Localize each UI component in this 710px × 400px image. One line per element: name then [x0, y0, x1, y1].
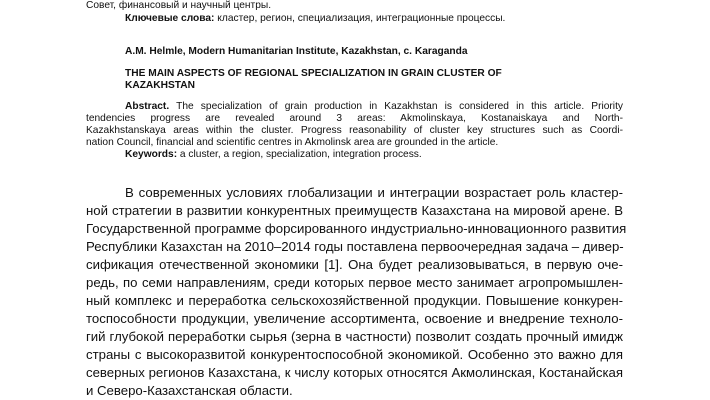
en-keywords: [125, 149, 422, 161]
body-line-12: и Северо-Казахстанская области.: [86, 383, 293, 398]
abstract-line-2: tendencies progress are revealed around 3 areas: Akmolinskaya, Kostanaiskaya and North-: [86, 113, 623, 124]
previous-paragraph-fragment: Совет, финансовый и научный центры.: [86, 0, 272, 11]
author-line: A.M. Helmle, Modern Humanitarian Institute, Kazakhstan, c. Karaganda: [125, 46, 468, 57]
body-line-8: тоспособности продукции, увеличение ассортимента, освоение и внедрение техноло-: [86, 311, 623, 326]
ru-keywords-label: Ключевые слова:: [125, 13, 215, 24]
body-line-9: гий глубокой переработки сырья (зерна в частности) позволит создать прочный имидж: [86, 329, 623, 344]
ru-keywords: [125, 13, 505, 25]
abstract-line-1: Abstract. The specialization of grain production in Kazakhstan is considered in this article. Priority: [125, 101, 623, 112]
body-line-6: редь, по семи направлениям, среди которых первое место занимает агропромышлен-: [86, 275, 623, 290]
ru-keywords-text: кластер, регион, специализация, интеграционные процессы.: [214, 13, 506, 24]
body-line-1: В современных условиях глобализации и интеграции возрастает роль кластер-: [125, 185, 623, 200]
body-line-2: ной стратегии в развитии конкурентных преимуществ Казахстана на мировой арене. В: [86, 203, 623, 218]
body-line-4: Республики Казахстан на 2010–2014 годы поставлена первоочередная задача – дивер-: [86, 239, 624, 254]
body-line-7: ный комплекс и переработка сельскохозяйственной продукции. Повышение конкурен-: [86, 293, 623, 308]
body-line-5: сификация отечественной экономики [1]. Она будет реализовываться, в первую оче-: [86, 257, 623, 272]
abstract-line-3: Kazakhstanskaya areas within the cluster. Progress reasonability of cluster key structures such as Coordi-: [86, 125, 623, 136]
body-line-3: Государственной программе форсированного индустриально-инновационного развития: [86, 221, 627, 236]
body-line-11: северных регионов Казахстана, к числу которых относятся Акмолинская, Костанайская: [86, 365, 623, 380]
article-title-line-1: THE MAIN ASPECTS OF REGIONAL SPECIALIZATION IN GRAIN CLUSTER OF: [125, 68, 502, 79]
abstract-label: Abstract.: [125, 101, 170, 112]
en-keywords-label: Keywords:: [125, 149, 178, 160]
en-keywords-text: a cluster, a region, specialization, integration process.: [177, 149, 422, 160]
article-title-line-2: KAZAKHSTAN: [125, 80, 195, 91]
abstract-line-4: nation Council, financial and scientific centres in Akmolinsk area are grounded in the article.: [86, 137, 499, 148]
body-line-10: страны с высокоразвитой конкурентоспособной экономикой. Особенно это важно для: [86, 347, 623, 362]
